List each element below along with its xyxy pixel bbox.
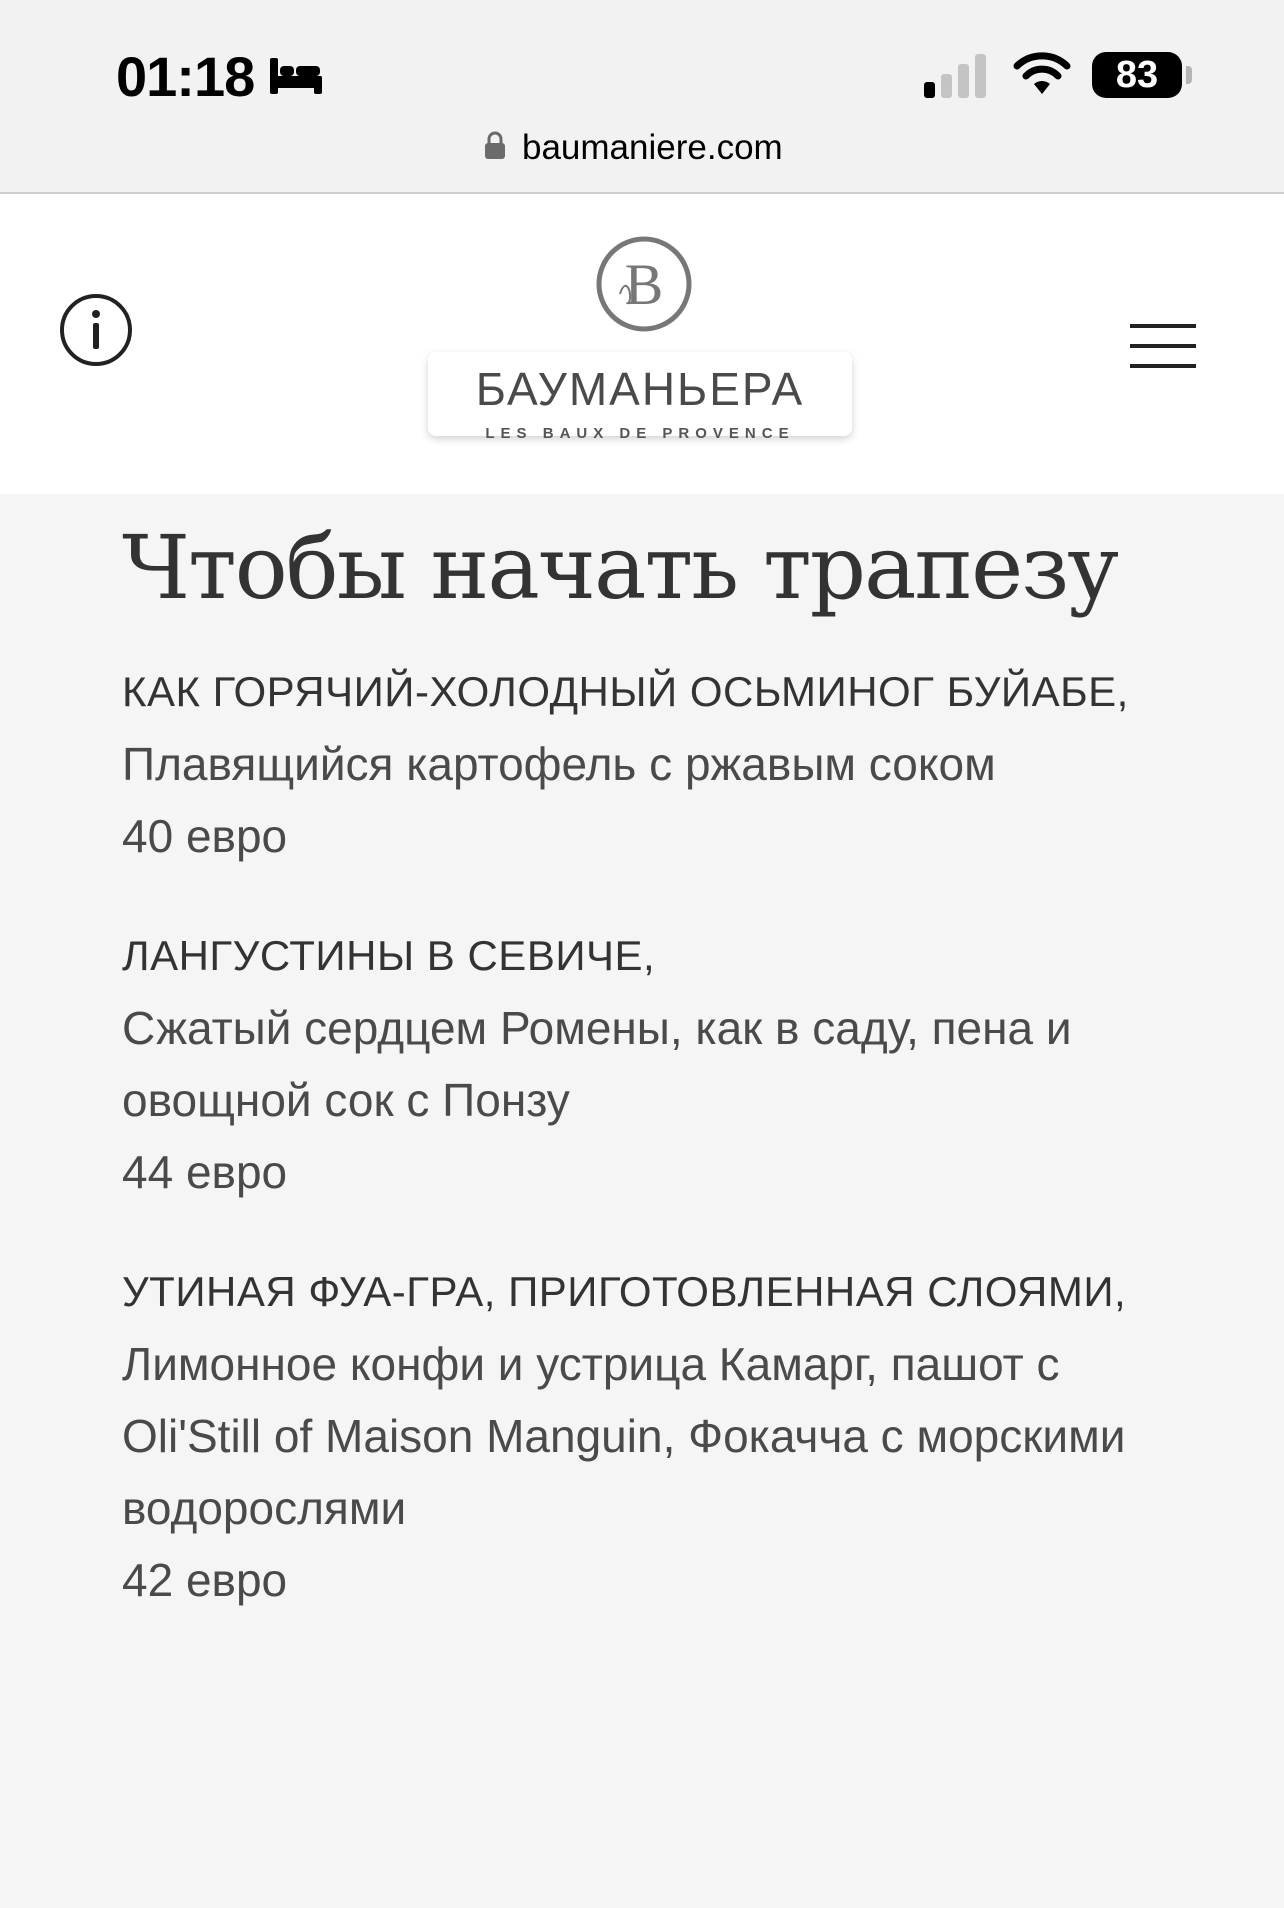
menu-item	[122, 920, 1182, 1208]
logo-emblem[interactable]	[594, 234, 694, 334]
dish-price: 40 евро	[122, 810, 288, 862]
dish-description: Сжатый сердцем Ромены, как в саду, пена и овощной сок с Понзу	[122, 1002, 1072, 1126]
dish-name: УТИНАЯ ФУА-ГРА, ПРИГОТОВЛЕННАЯ СЛОЯМИ,	[122, 1268, 1127, 1315]
main-content	[122, 518, 1182, 1664]
logo-subtitle: LES BAUX DE PROVENCE	[485, 425, 795, 442]
info-icon[interactable]	[58, 292, 134, 368]
battery-tip	[1186, 66, 1192, 84]
menu-item	[122, 1256, 1182, 1616]
lock-icon	[484, 130, 506, 160]
status-time: 01:18	[116, 45, 255, 108]
dish-price: 42 евро	[122, 1554, 288, 1606]
dish-name: ЛАНГУСТИНЫ В СЕВИЧЕ,	[122, 932, 656, 979]
menu-list	[122, 656, 1182, 1616]
dish-price: 44 евро	[122, 1146, 288, 1198]
wifi-icon	[1012, 50, 1072, 96]
dish-description: Лимонное конфи и устрица Камарг, пашот с Oli'Still of Maison Manguin, Фокачча с морскими водорослями	[122, 1338, 1126, 1534]
url-text[interactable]: baumaniere.com	[522, 128, 783, 167]
menu-item	[122, 656, 1182, 872]
hamburger-menu-icon[interactable]	[1130, 322, 1196, 370]
dish-name: КАК ГОРЯЧИЙ-ХОЛОДНЫЙ ОСЬМИНОГ БУЙАБЕ,	[122, 668, 1129, 715]
svg-text:B: B	[624, 252, 664, 317]
logo-name[interactable]: БАУМАНЬЕРА	[475, 363, 805, 415]
battery-icon: 83	[1092, 52, 1182, 98]
section-title: Чтобы начать трапезу	[122, 516, 1117, 619]
signal-icon	[924, 52, 988, 98]
dish-description: Плавящийся картофель с ржавым соком	[122, 738, 996, 790]
bed-icon	[268, 56, 324, 96]
